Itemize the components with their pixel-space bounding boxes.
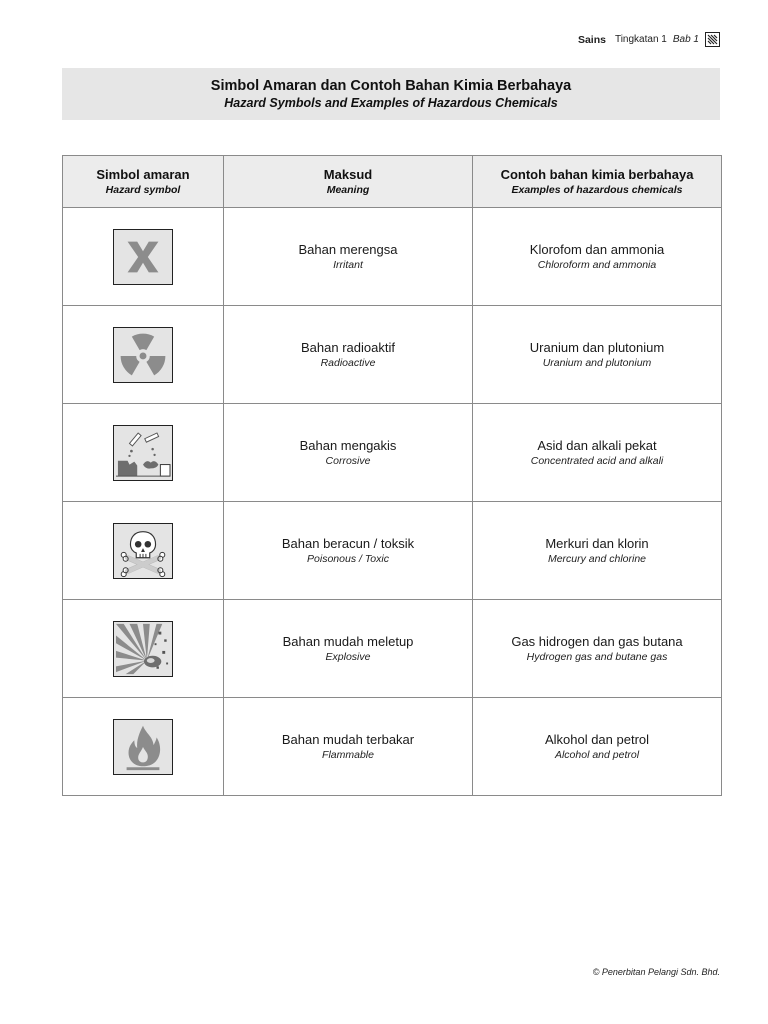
header-sublabel: Hazard symbol: [105, 184, 181, 196]
header-meaning: [224, 156, 473, 208]
page-subtitle: Hazard Symbols and Examples of Hazardous Chemicals: [224, 96, 558, 110]
meaning-text-en: Irritant: [333, 259, 363, 271]
page-title: Simbol Amaran dan Contoh Bahan Kimia Berbahaya: [210, 78, 572, 94]
meaning-cell: [224, 698, 473, 796]
radioactive-icon: [113, 327, 173, 383]
example-text-en: Mercury and chlorine: [547, 553, 647, 565]
meaning-cell: [224, 600, 473, 698]
meaning-text: Bahan radioaktif: [301, 340, 395, 355]
example-text-en: Alcohol and petrol: [554, 749, 640, 761]
title-box: [62, 68, 720, 120]
meaning-text-en: Poisonous / Toxic: [307, 553, 389, 565]
example-text-en: Chloroform and ammonia: [537, 259, 657, 271]
symbol-cell: [63, 404, 224, 502]
hazard-table: [62, 155, 722, 796]
book-icon: [705, 32, 720, 47]
table-row: [63, 306, 722, 404]
meaning-text: Bahan beracun / toksik: [281, 536, 415, 551]
header-label: Contoh bahan kimia berbahaya: [500, 167, 694, 182]
example-text: Alkohol dan petrol: [544, 732, 650, 747]
meaning-text-en: Explosive: [325, 651, 371, 663]
symbol-cell: [63, 306, 224, 404]
example-text: Klorofom dan ammonia: [529, 242, 665, 257]
corrosive-icon: [113, 425, 173, 481]
meaning-cell: [224, 502, 473, 600]
chapter-label: Bab 1: [672, 34, 699, 45]
copyright-footer: © Penerbitan Pelangi Sdn. Bhd.: [592, 967, 720, 977]
example-cell: [473, 698, 722, 796]
header-sublabel: Meaning: [326, 184, 370, 196]
irritant-icon: [113, 229, 173, 285]
example-cell: [473, 306, 722, 404]
table-row: [63, 502, 722, 600]
toxic-icon: [113, 523, 173, 579]
meaning-text: Bahan mudah meletup: [282, 634, 414, 649]
header-label: Maksud: [323, 167, 373, 182]
form-label: Tingkatan 1: [614, 34, 667, 45]
header-sublabel: Examples of hazardous chemicals: [511, 184, 683, 196]
example-cell: [473, 502, 722, 600]
example-cell: [473, 600, 722, 698]
example-text: Uranium dan plutonium: [529, 340, 665, 355]
example-text: Gas hidrogen dan gas butana: [511, 634, 683, 649]
symbol-cell: [63, 698, 224, 796]
symbol-cell: [63, 600, 224, 698]
example-text: Merkuri dan klorin: [545, 536, 649, 551]
meaning-text: Bahan mudah terbakar: [281, 732, 415, 747]
symbol-cell: [63, 502, 224, 600]
meaning-cell: [224, 404, 473, 502]
example-text-en: Concentrated acid and alkali: [530, 455, 664, 467]
flammable-icon: [113, 719, 173, 775]
table-header-row: [63, 156, 722, 208]
symbol-cell: [63, 208, 224, 306]
meaning-text-en: Radioactive: [320, 357, 376, 369]
meaning-cell: [224, 208, 473, 306]
example-text-en: Hydrogen gas and butane gas: [526, 651, 668, 663]
example-cell: [473, 208, 722, 306]
meaning-text: Bahan mengakis: [299, 438, 397, 453]
meaning-text: Bahan merengsa: [298, 242, 398, 257]
meaning-cell: [224, 306, 473, 404]
header-examples: [473, 156, 722, 208]
subject-label: Sains: [577, 33, 606, 46]
meaning-text-en: Corrosive: [325, 455, 371, 467]
table-row: [63, 404, 722, 502]
header-symbol: [63, 156, 224, 208]
table-row: [63, 208, 722, 306]
header-label: Simbol amaran: [96, 167, 190, 182]
example-text-en: Uranium and plutonium: [542, 357, 652, 369]
table-row: [63, 600, 722, 698]
table-row: [63, 698, 722, 796]
explosive-icon: [113, 621, 173, 677]
page-header: [578, 32, 720, 47]
example-text: Asid dan alkali pekat: [537, 438, 657, 453]
example-cell: [473, 404, 722, 502]
meaning-text-en: Flammable: [322, 749, 374, 761]
